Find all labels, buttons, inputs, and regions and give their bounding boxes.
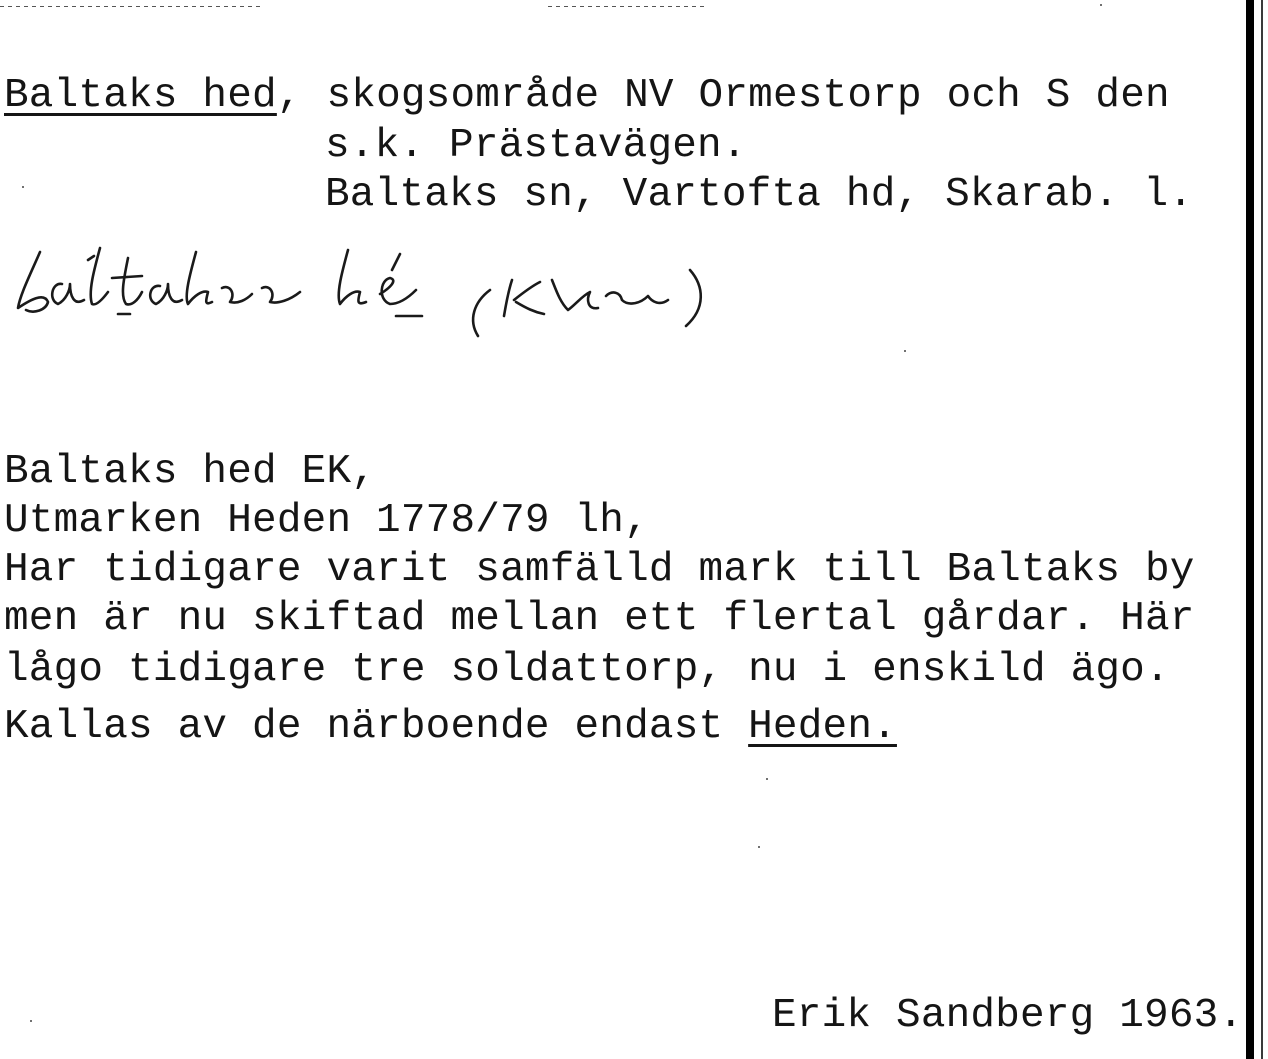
top-rule-left (0, 6, 260, 7)
body-line-2: Utmarken Heden 1778/79 lh, (4, 498, 649, 544)
place-description: , skogsområde NV Ormestorp och S den (276, 73, 1170, 119)
header-line-1 (4, 73, 1170, 119)
handwritten-pronunciation-note (0, 230, 740, 350)
scan-speck (904, 350, 906, 352)
body-line-4: men är nu skiftad mellan ett flertal gårdar. Här (4, 596, 1195, 642)
local-name-heden: Heden. (748, 704, 897, 750)
card-edge-line (1261, 0, 1263, 1059)
scan-speck (1100, 4, 1102, 6)
author-signature: Erik Sandberg 1963. (772, 993, 1244, 1039)
place-name: Baltaks hed (4, 73, 277, 119)
body-line-3: Har tidigare varit samfälld mark till Baltaks by (4, 547, 1195, 593)
scan-speck (766, 778, 768, 780)
header-line-3: Baltaks sn, Vartofta hd, Skarab. l. (325, 172, 1194, 218)
scan-speck (22, 186, 24, 188)
body-line-6-text: Kallas av de närboende endast (4, 704, 749, 750)
header-line-2: s.k. Prästavägen. (325, 123, 747, 169)
scan-speck (30, 1020, 32, 1022)
scan-speck (758, 846, 760, 848)
body-line-1: Baltaks hed EK, (4, 449, 377, 495)
body-line-6 (4, 704, 897, 750)
top-rule-middle (548, 6, 708, 7)
body-line-5: lågo tidigare tre soldattorp, nu i enskild ägo. (4, 647, 1170, 693)
card-edge-shadow (1246, 0, 1254, 1059)
